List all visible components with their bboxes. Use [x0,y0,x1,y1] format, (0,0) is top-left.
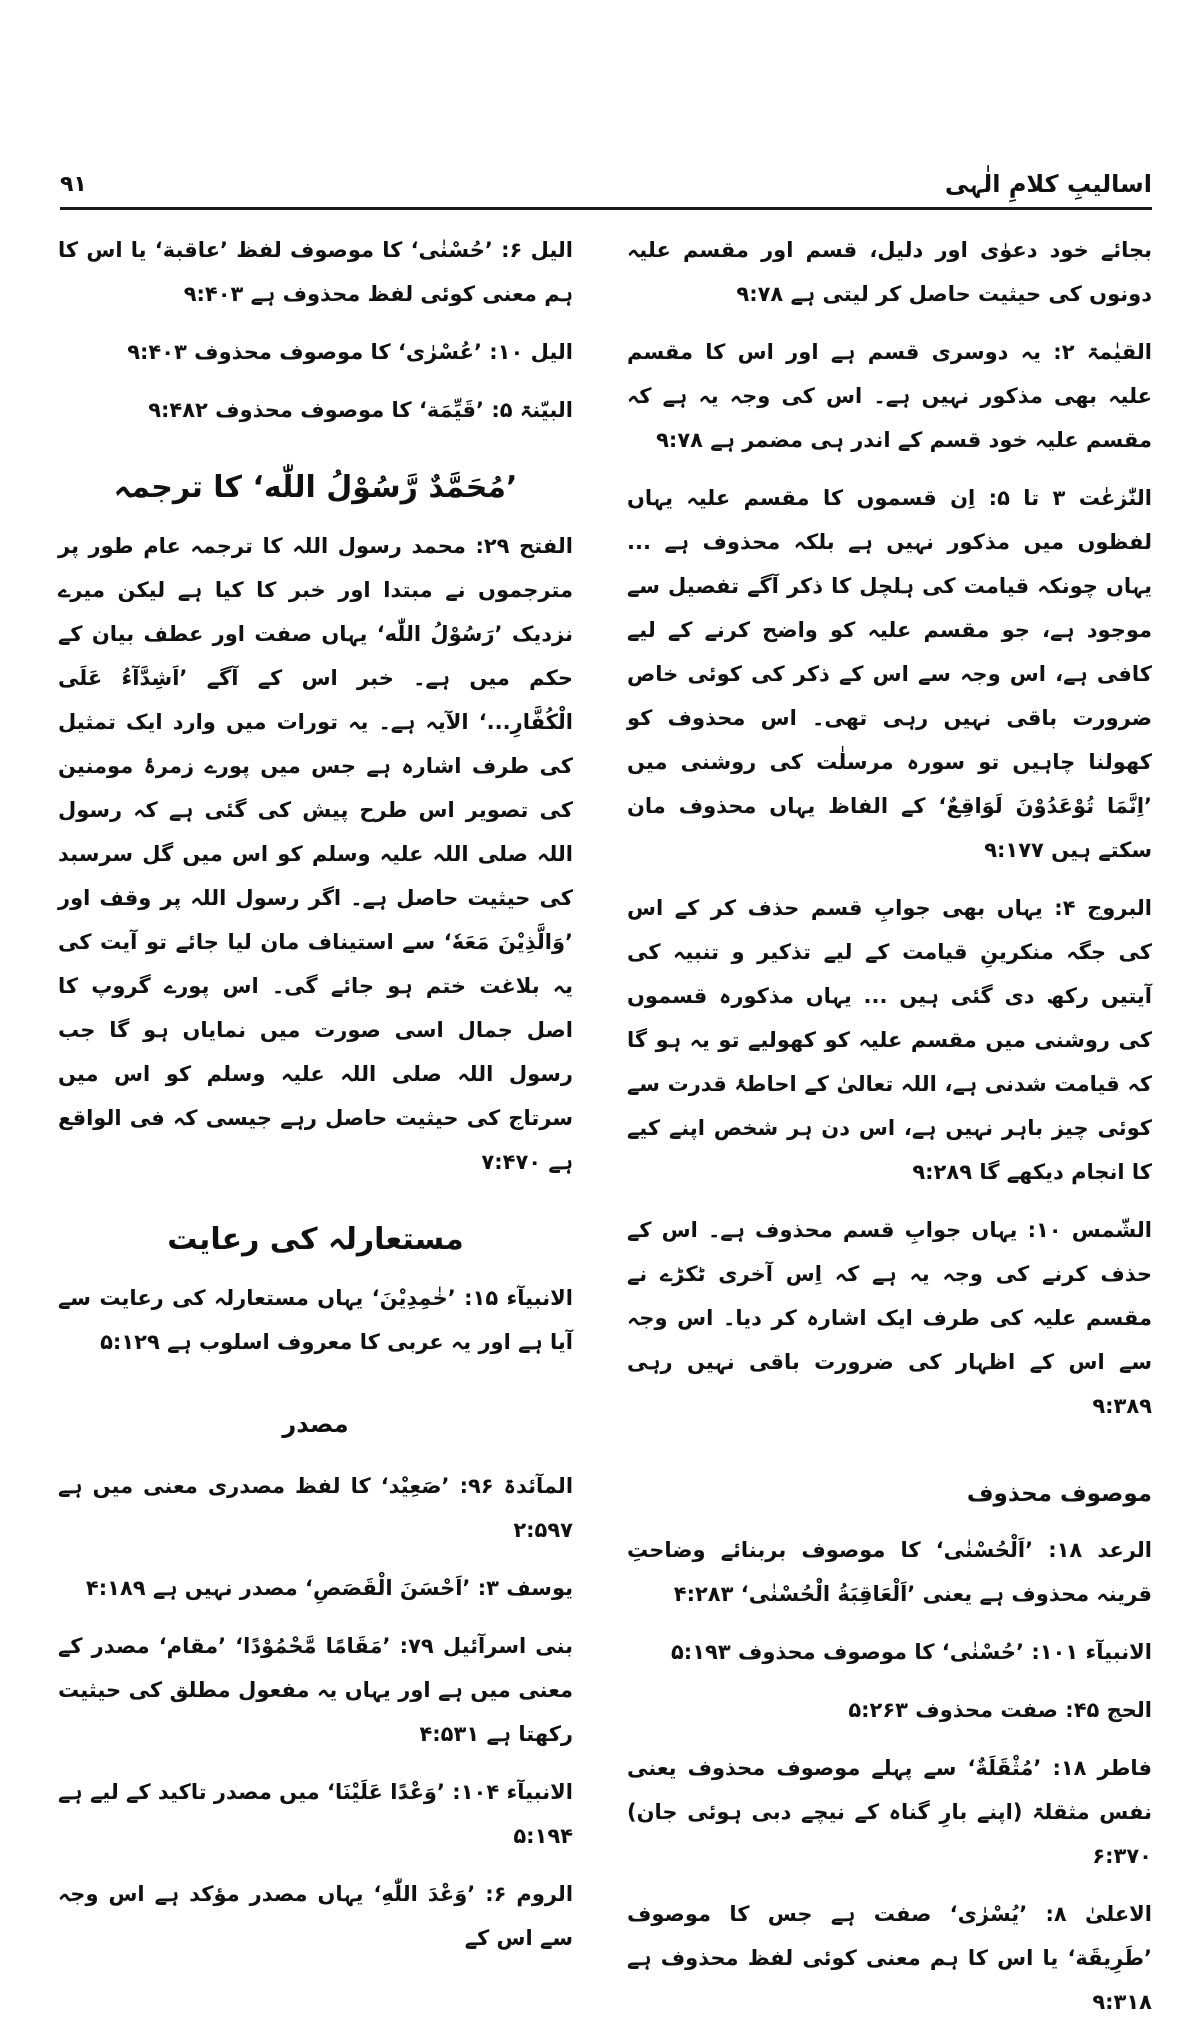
entry-ref: الفتح ۲۹: [475,534,574,558]
entry-citation: ۴:۵۳۱ [419,1722,480,1746]
entry-text: محمد رسول اللہ کا ترجمہ عام طور پر مترجموں نے مبتدا اور خبر کا کیا ہے لیکن میرے نزدیک ’رَسُوْلُ اللّٰه‘ یہاں صفت اور عطف بیان کے حکم میں ہے۔ خبر اس کے آگے ’اَشِدَّآءُ عَلَی الْكُفَّارِ...‘ الآیہ ہے۔ یہ تورات میں وارد ایک تمثیل کی طرف اشارہ ہے جس میں پورے زمرۂ مومنین کی تصویر اس طرح پیش کی گئی ہے کہ رسول اللہ صلی اللہ علیہ وسلم کو اس میں گل سرسبد کی حیثیت حاصل ہے۔ اگر رسول اللہ پر وقف اور ’وَالَّذِیْنَ مَعَهٗ‘ سے استیناف مان لیا جائے تو آیت کی یہ بلاغت ختم ہو جائے گی۔ اس پورے گروپ کا اصل جمال اسی صورت میں نمایاں ہو گا جب رسول اللہ صلی اللہ علیہ وسلم کو اس میں سرتاج کی حیثیت حاصل رہے جیسی کہ فی الواقع ہے [58,534,573,1174]
left-column [58,228,573,1974]
entry-ref: الانبیآء ۱۰۱: [1031,1640,1152,1664]
entry-ref: الحج ۴۵: [1065,1698,1152,1722]
entry [58,1624,573,1756]
entry [58,1464,573,1552]
entry-ref: الانبیآء ۱۰۴: [452,1780,573,1804]
entry-ref: النّٰزعٰت ۳ تا ۵: [988,486,1153,510]
entry-citation: ۵:۱۹۴ [513,1824,573,1848]
entry [58,388,573,432]
entry [627,1688,1152,1732]
entry-text: ’اَلْحُسْنٰی‘ کا موصوف بربنائے وضاحتِ قرینہ محذوف ہے یعنی ’اَلْعَاقِبَةُ الْحُسْنٰی‘ [627,1538,1152,1606]
section-heading-masdar: مصدر [282,1410,349,1438]
entry [58,1276,573,1364]
entry [58,1566,573,1610]
entry [627,1630,1152,1674]
entry-text: ’صَعِیْد‘ کا لفظ مصدری معنی میں ہے [58,1474,450,1498]
entry-ref: الاعلیٰ ۸: [1045,1902,1152,1926]
entry-text: ’مُثْقَلَةٌ‘ سے پہلے موصوف محذوف یعنی نفس مثقلۃ (اپنے بارِ گناہ کے نیچے دبی ہوئی جان) [627,1756,1152,1824]
entry-ref: بنی اسرآئیل ۷۹: [399,1634,574,1658]
entry-ref: البیّنۃ ۵: [491,398,573,422]
entry [58,1872,573,1960]
entry-text: ’عُسْرٰی‘ کا موصوف محذوف [194,340,482,364]
entry-ref: الیل ۶: [501,238,574,262]
entry [627,330,1152,462]
section-heading-tarjuma: ’مُحَمَّدٌ رَّسُوْلُ اللّٰه‘ کا ترجمہ [113,470,518,505]
entry-citation: ۵:۲۶۳ [848,1698,908,1722]
header-rule [60,207,1152,210]
entry-ref: المآئدۃ ۹۶: [459,1474,574,1498]
entry-citation: ۹:۳۸۹ [1092,1394,1152,1418]
entry-text: ’وَعْدَ اللّٰهِ‘ یہاں مصدر مؤکد ہے اس وجہ سے اس کے [58,1882,573,1950]
entry-citation: ۵:۱۹۳ [670,1640,731,1664]
entry-citation: ۹:۴۸۲ [148,398,208,422]
entry-ref: یوسف ۳: [477,1576,573,1600]
entry [627,1746,1152,1878]
entry-text: ’یُسْرٰی‘ صفت ہے جس کا موصوف ’طَرِیقَة‘ یا اس کا ہم معنی کوئی لفظ محذوف ہے [627,1902,1152,1970]
entry-text: ’وَعْدًا عَلَیْنَا‘ میں مصدر تاکید کے لیے ہے [58,1780,445,1804]
section-heading-mustaar: مستعارلہ کی رعایت [167,1222,464,1257]
entry-citation: ۴:۲۸۳ [673,1582,734,1606]
entry-citation: ۹:۲۸۹ [912,1160,973,1184]
right-column [627,228,1152,2038]
entry [627,476,1152,872]
entry-ref: الشّمس ۱۰: [1027,1218,1152,1242]
entry [58,524,573,1184]
section-heading-mawsoof: موصوف محذوف [966,1481,1152,1507]
entry-citation: ۹:۱۷۷ [984,838,1044,862]
entry-ref: الروم ۶: [485,1882,574,1906]
entry-ref: القیٰمۃ ۲: [1053,340,1153,364]
entry-text: ’حُسْنٰی‘ کا موصوف محذوف [737,1640,1025,1664]
entry-citation: ۹:۷۸ [736,282,784,306]
entry-text: یہاں جوابِ قسم محذوف ہے۔ اس کے حذف کرنے کی وجہ یہ ہے کہ اِس آخری ٹکڑے نے مقسم علیہ کی طرف ایک اشارہ کر دیا۔ اس وجہ سے اس کے اظہار کی ضرورت باقی نہیں رہی [627,1218,1152,1374]
entry [58,1770,573,1858]
entry-citation: ۲:۵۹۷ [513,1518,573,1542]
book-title: اسالیبِ کلامِ الٰہی [944,170,1152,198]
entry-text: صفت محذوف [915,1698,1058,1722]
entry [58,228,573,316]
entry [627,1892,1152,2024]
entry-text: ’خٰمِدِیْنَ‘ یہاں مستعارلہ کی رعایت سے آیا ہے اور یہ عربی کا معروف اسلوب ہے [58,1286,573,1354]
entry-ref: فاطر ۱۸: [1052,1756,1152,1780]
entry [58,330,573,374]
entry-text: اِن قسموں کا مقسم علیہ یہاں لفظوں میں مذکور نہیں ہے بلکہ محذوف ہے ... یہاں چونکہ قیامت کی ہلچل کا ذکر آگے تفصیل سے موجود ہے، جو مقسم علیہ کو واضح کرنے کے لیے کافی ہے، اس وجہ سے اس کے ذکر کی کوئی خاص ضرورت باقی نہیں رہی تھی۔ اس محذوف کو کھولنا چاہیں تو سورہ مرسلٰت کی روشنی میں ’اِنَّمَا تُوْعَدُوْنَ لَوَاقِعٌ‘ کے الفاظ یہاں محذوف مان سکتے ہیں [627,486,1152,862]
entry-text: یہ دوسری قسم ہے اور اس کا مقسم علیہ بھی مذکور نہیں ہے۔ اس کی وجہ یہ ہے کہ مقسم علیہ خود قسم کے اندر ہی مضمر ہے [627,340,1152,452]
entry [627,886,1152,1194]
entry [627,228,1152,316]
entry-ref: الرعد ۱۸: [1048,1538,1152,1562]
entry-text: بجائے خود دعوٰی اور دلیل، قسم اور مقسم علیہ دونوں کی حیثیت حاصل کر لیتی ہے [627,238,1152,306]
entry-text: یہاں بھی جوابِ قسم حذف کر کے اس کی جگہ منکرینِ قیامت کے لیے تذکیر و تنبیہ کی آیتیں رکھ دی گئی ہیں ... یہاں مذکورہ قسموں کی روشنی میں مقسم علیہ کو کھولیے تو یہ ہو گا کہ قیامت شدنی ہے، اللہ تعالیٰ کے احاطۂ قدرت سے کوئی چیز باہر نہیں ہے، اس دن ہر شخص اپنے کیے کا انجام دیکھے گا [627,896,1152,1184]
entry-citation: ۹:۳۱۸ [1092,1990,1152,2014]
entry-text: ’اَحْسَنَ الْقَصَصِ‘ مصدر نہیں ہے [152,1576,471,1600]
entry-citation: ۴:۱۸۹ [85,1576,146,1600]
entry-text: ’مَقَامًا مَّحْمُوْدًا‘ ’مقام‘ مصدر کے معنی میں ہے اور یہاں یہ مفعول مطلق کی حیثیت رکھتا ہے [58,1634,573,1746]
entry-text: ’حُسْنٰی‘ کا موصوف لفظ ’عاقبة‘ یا اس کا ہم معنی کوئی لفظ محذوف ہے [58,238,573,306]
entry-citation: ۷:۴۷۰ [481,1150,542,1174]
entry-ref: الانبیآء ۱۵: [464,1286,573,1310]
entry-text: ’قَیِّمَة‘ کا موصوف محذوف [215,398,485,422]
entry [627,1528,1152,1616]
page-number: ۹۱ [60,172,87,197]
entry-ref: الیل ۱۰: [489,340,573,364]
running-head [60,168,1152,208]
entry-citation: ۹:۷۸ [656,428,703,452]
entry-citation: ۹:۴۰۳ [127,340,187,364]
entry-citation: ۶:۳۷۰ [1092,1844,1152,1868]
entry-citation: ۵:۱۲۹ [100,1330,160,1354]
entry-ref: البروج ۴: [1054,896,1152,920]
entry-citation: ۹:۴۰۳ [183,282,244,306]
entry [627,1208,1152,1428]
